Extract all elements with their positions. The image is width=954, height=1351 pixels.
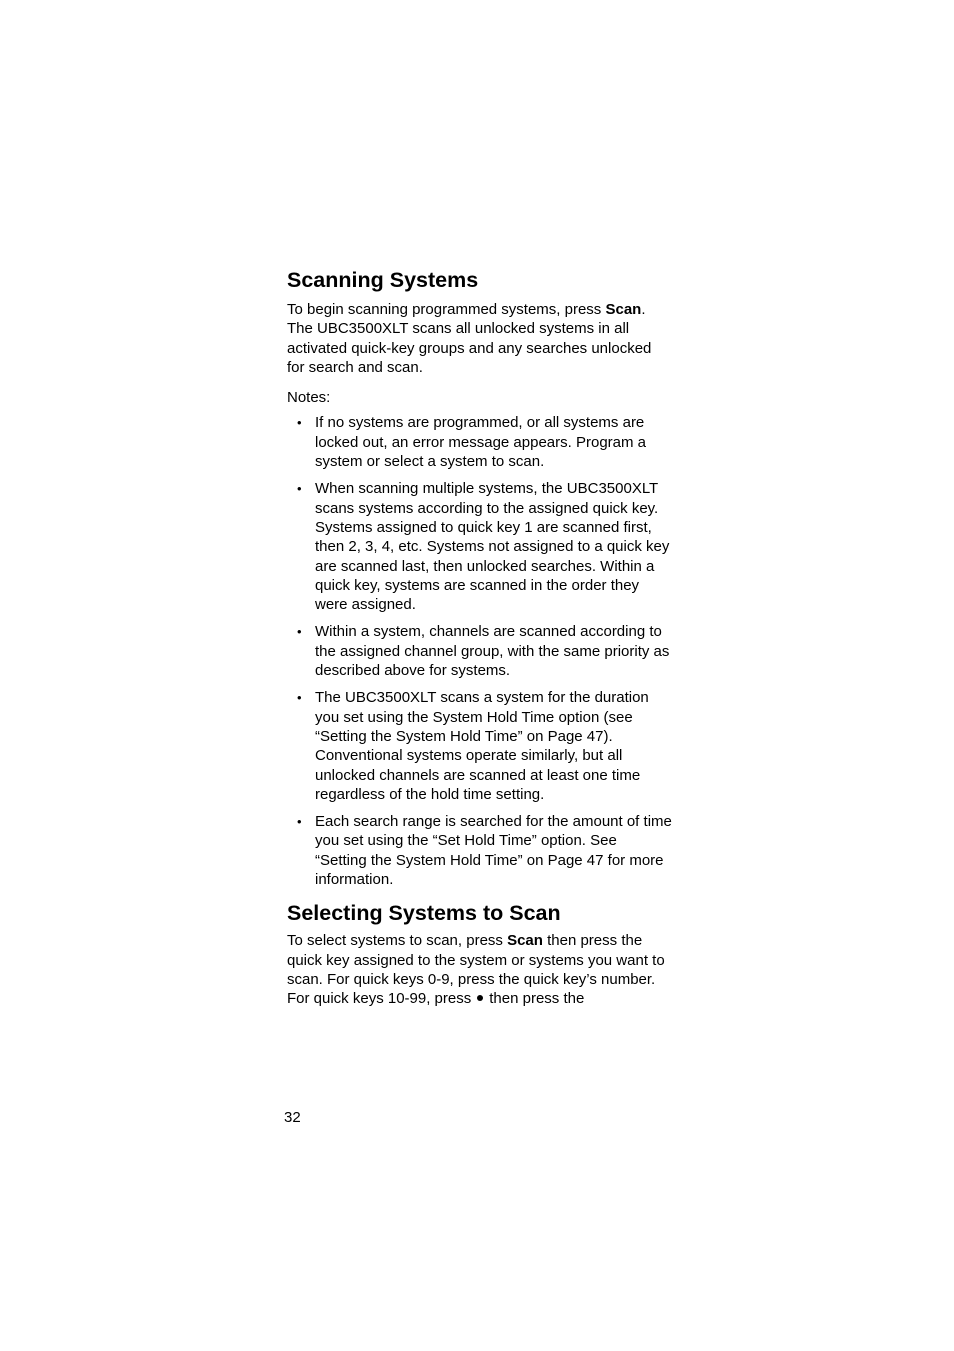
intro-text: To begin scanning programmed systems, press (287, 301, 606, 318)
intro-paragraph (287, 300, 672, 377)
scan-key-label: Scan (605, 301, 642, 318)
scan-key-label: Scan (507, 932, 543, 950)
page-number: 32 (284, 1109, 301, 1126)
note-text: If no systems are programmed, or all systems are locked out, an error message appears. Program a system or select a system to scan. (315, 414, 647, 471)
note-text: Each search range is searched for the amount of time you set using the “Set Hold Time” option. See “Setting the System Hold Time” on Page 47 for more information. (315, 813, 672, 889)
bullet-icon: • (297, 415, 302, 431)
selecting-text-continued: then press the quick key assigned to the system or systems you want to scan. For quick keys 0-9, press the quick key’s number. For quick keys 10-99, press (287, 932, 665, 1008)
note-item (287, 413, 672, 471)
selecting-text-end: then press the (489, 990, 585, 1008)
bullet-icon: • (297, 690, 302, 706)
note-text: The UBC3500XLT scans a system for the duration you set using the System Hold Time option (see “Setting the System Hold Time” on Page 47). Conventional systems operate similarly, but all unlocked channels are scanned at least one time regardless of the hold time setting. (315, 689, 649, 803)
selecting-paragraph (287, 931, 672, 1008)
note-item (287, 622, 672, 680)
note-item (287, 479, 672, 614)
page-content (287, 266, 672, 1009)
selecting-text: To select systems to scan, press (287, 932, 508, 950)
intro-text-continued: . The UBC3500XLT scans all unlocked systems in all activated quick-key groups and any searches unlocked for search and scan. (287, 301, 652, 376)
notes-list (287, 413, 672, 889)
section-heading-selecting-systems: Selecting Systems to Scan (287, 901, 561, 926)
note-text: Within a system, channels are scanned according to the assigned channel group, with the same priority as described above for systems. (315, 623, 670, 680)
note-item (287, 688, 672, 804)
note-item (287, 812, 672, 889)
bullet-icon: • (297, 814, 302, 830)
bullet-icon: • (297, 624, 302, 640)
section-heading-scanning-systems: Scanning Systems (287, 268, 479, 292)
bullet-icon: • (297, 481, 302, 497)
notes-label: Notes: (287, 389, 331, 407)
note-text: When scanning multiple systems, the UBC3500XLT scans systems according to the assigned quick key. Systems assigned to quick key 1 are scanned first, then 2, 3, 4, etc. Systems not assigned to a quick key are scanned last, then unlocked searches. Within a quick key, systems are scanned in the order they were assigned. (315, 480, 670, 614)
dot-key-icon (477, 995, 483, 1001)
